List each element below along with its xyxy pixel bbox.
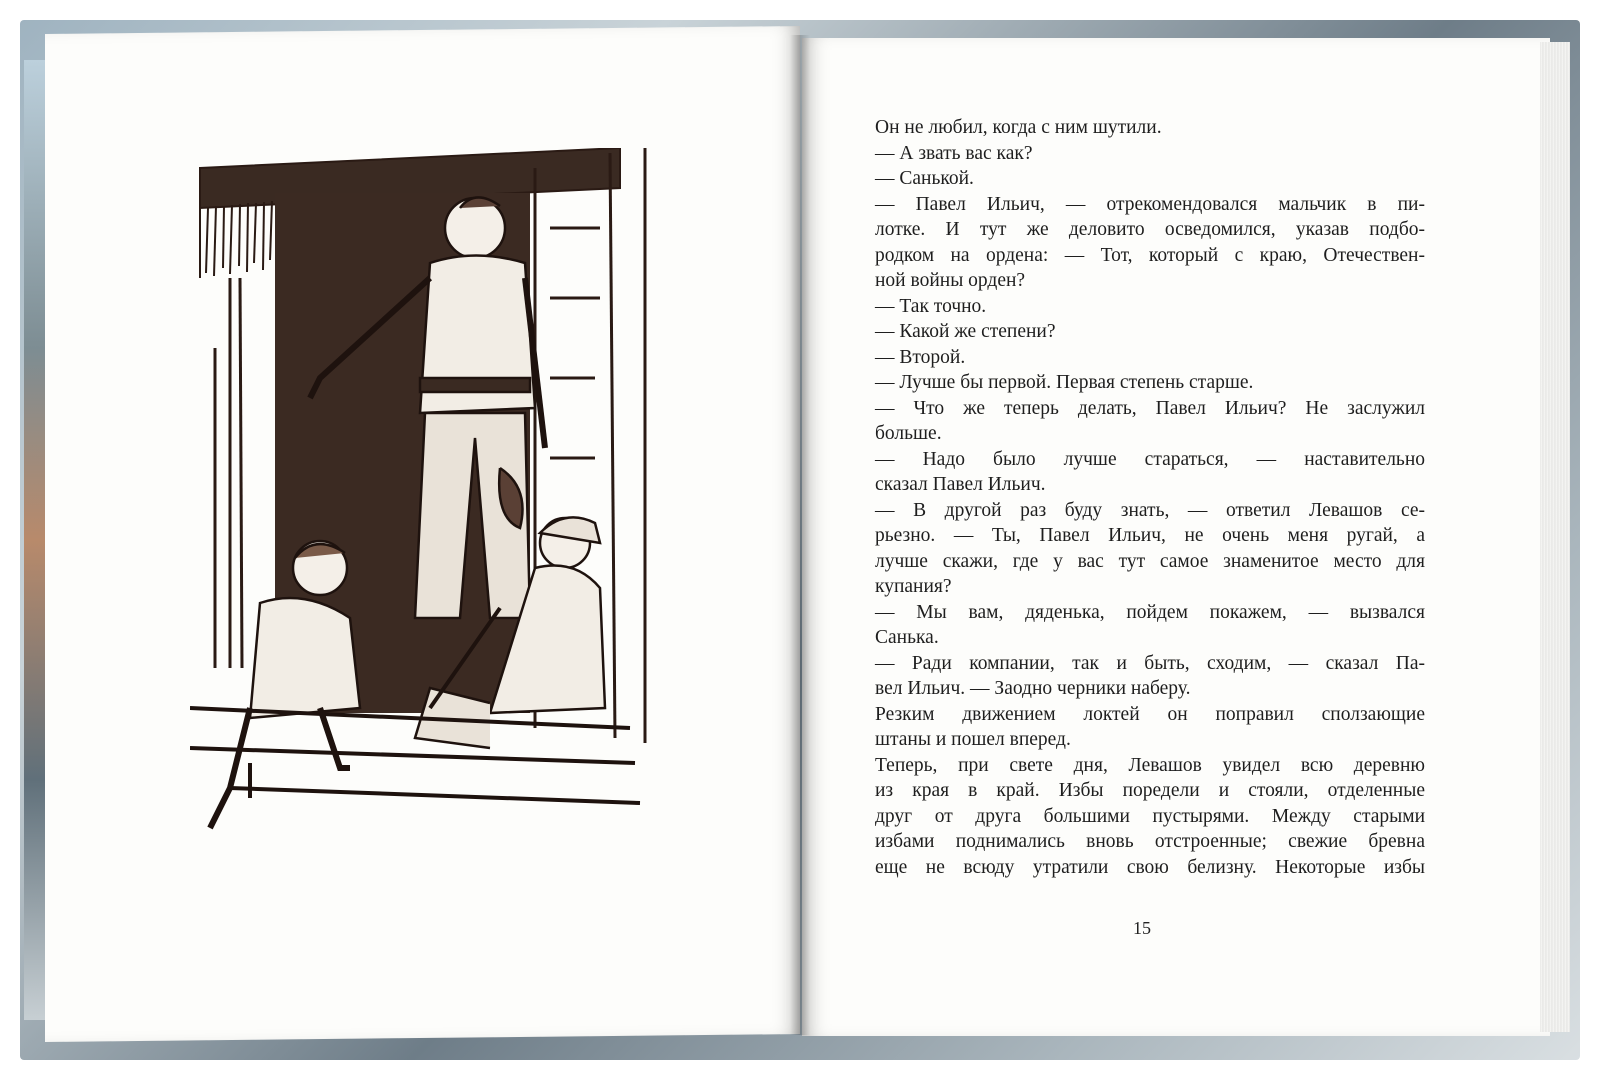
text-line: родком на ордена: — Тот, который с краю, Отечествен- (875, 244, 1425, 266)
text-line: лотке. И тут же деловито осведомился, указав подбо- (875, 219, 1425, 240)
text-line: ной войны орден? (875, 270, 1026, 291)
page-number: 15 (1133, 918, 1151, 938)
text-line: вел Ильич. — Заодно черники наберу. (875, 678, 1191, 699)
page-text (875, 115, 1425, 880)
text-line: еще не всюду утратили свою белизну. Некоторые избы (875, 856, 1425, 878)
text-line: Он не любил, когда с ним шутили. (875, 117, 1162, 138)
text-line: — Лучше бы первой. Первая степень старше. (875, 372, 1254, 393)
text-line: штаны и пошел вперед. (875, 729, 1071, 750)
text-line: — А звать вас как? (875, 142, 1033, 164)
porch-steps (190, 708, 640, 803)
text-line: — Второй. (875, 346, 966, 368)
text-line: из края в край. Избы поредели и стояли, отделенные (875, 780, 1425, 801)
text-line: лучше скажи, где у вас тут самое знаменитое место для (875, 550, 1425, 572)
text-line: — В другой раз буду знать, — ответил Левашов се- (875, 499, 1425, 521)
text-line: — Так точно. (875, 295, 987, 317)
text-line: друг от друга большими пустырями. Между старыми (875, 805, 1425, 827)
ink-illustration (190, 148, 650, 848)
text-line: — Мы вам, дяденька, пойдем покажем, — вызвался (875, 601, 1425, 623)
text-line: — Что же теперь делать, Павел Ильич? Не заслужил (875, 397, 1425, 419)
page-edges (1540, 42, 1570, 1032)
text-line: сказал Павел Ильич. (875, 474, 1046, 495)
text-line: Теперь, при свете дня, Левашов увидел всю деревню (875, 754, 1425, 776)
text-line: Резким движением локтей он поправил сползающие (875, 703, 1425, 725)
text-line: — Санькой. (875, 168, 974, 189)
text-line: избами поднимались вновь отстроенные; свежие бревна (875, 831, 1425, 852)
text-line: рьезно. — Ты, Павел Ильич, не очень меня ругай, а (875, 525, 1425, 546)
text-line: — Какой же степени? (875, 321, 1056, 342)
book-spine (790, 35, 810, 1035)
text-line: — Ради компании, так и быть, сходим, — сказал Па- (875, 652, 1425, 674)
text-line: больше. (875, 423, 942, 444)
text-line: купания? (875, 576, 952, 597)
text-line: — Надо было лучше стараться, — наставительно (875, 448, 1425, 470)
text-line: Санька. (875, 627, 939, 648)
text-line: — Павел Ильич, — отрекомендовался мальчик в пи- (875, 193, 1425, 215)
